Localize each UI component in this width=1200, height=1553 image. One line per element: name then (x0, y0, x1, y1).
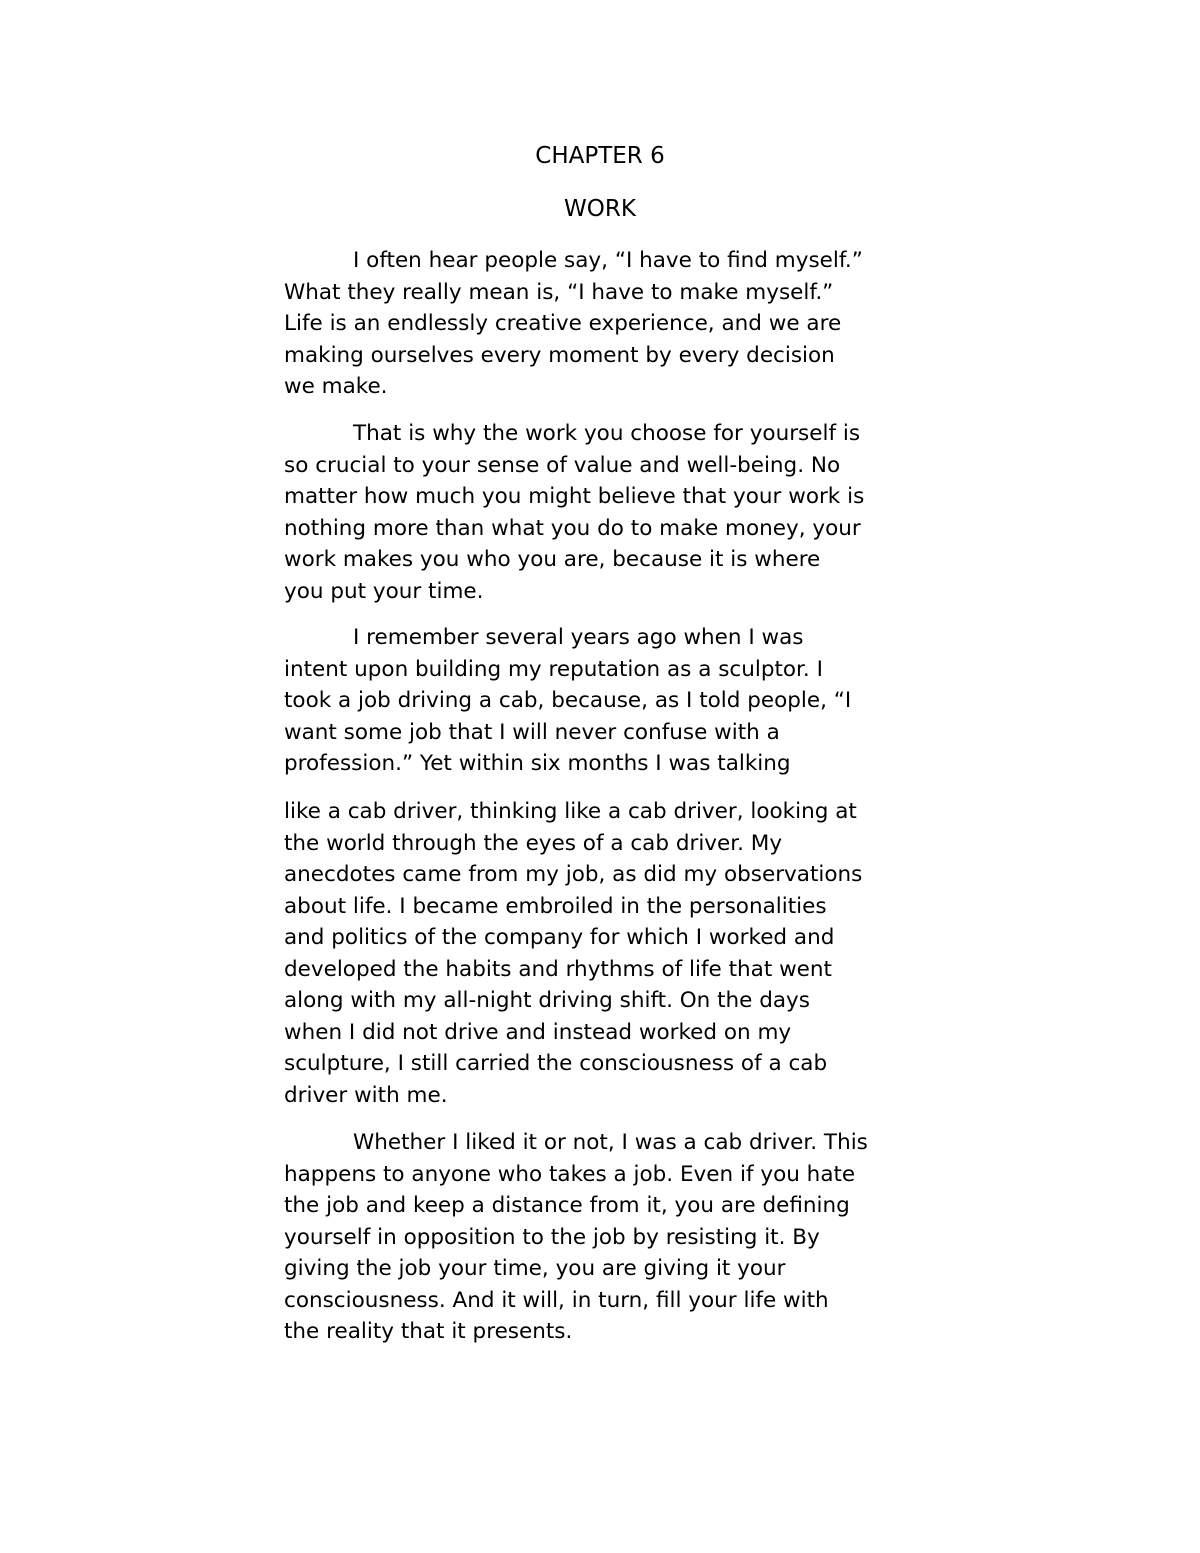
paragraph-2 (284, 418, 944, 607)
text-line: want some job that I will never confuse with a (284, 719, 780, 745)
text-line: the reality that it presents. (284, 1319, 573, 1344)
text-line: the world through the eyes of a cab driver. My (284, 830, 783, 856)
text-line: when I did not drive and instead worked on my (284, 1019, 792, 1045)
text-line: I remember several years ago when I was (353, 625, 804, 650)
paragraph-1 (284, 245, 944, 403)
text-line: consciousness. And it will, in turn, fill your life with (284, 1287, 829, 1313)
paragraph-3 (284, 622, 944, 780)
text-line: we make. (284, 374, 388, 399)
text-line: so crucial to your sense of value and well-being. No (284, 452, 841, 478)
text-line: nothing more than what you do to make money, your (284, 515, 861, 541)
chapter-number-heading: CHAPTER 6 (535, 143, 665, 169)
text-line: work makes you who you are, because it is where (284, 547, 821, 572)
text-line: I often hear people say, “I have to find myself.” (353, 248, 863, 273)
text-line: the job and keep a distance from it, you are defining (284, 1193, 850, 1218)
text-line: driver with me. (284, 1082, 448, 1108)
text-line: like a cab driver, thinking like a cab driver, looking at (284, 799, 857, 824)
text-line: anecdotes came from my job, as did my observations (284, 862, 863, 887)
text-line: you put your time. (284, 578, 484, 604)
text-line: What they really mean is, “I have to make myself.” (284, 279, 834, 305)
text-line: Whether I liked it or not, I was a cab driver. This (353, 1130, 868, 1155)
text-line: Life is an endlessly creative experience, and we are (284, 311, 842, 336)
text-line: took a job driving a cab, because, as I told people, “I (284, 688, 852, 713)
chapter-title-heading: WORK (564, 196, 636, 222)
paragraph-5 (284, 1127, 944, 1348)
text-line: yourself in opposition to the job by resisting it. By (284, 1224, 820, 1250)
text-line: sculpture, I still carried the consciousness of a cab (284, 1051, 828, 1076)
text-line: That is why the work you choose for yourself is (353, 421, 861, 446)
text-line: developed the habits and rhythms of life that went (284, 956, 832, 982)
paragraph-4 (284, 796, 944, 1111)
text-line: making ourselves every moment by every decision (284, 342, 835, 368)
text-line: giving the job your time, you are giving it your (284, 1256, 786, 1281)
text-line: intent upon building my reputation as a sculptor. I (284, 656, 823, 682)
text-line: about life. I became embroiled in the personalities (284, 893, 827, 919)
text-line: and politics of the company for which I worked and (284, 925, 835, 950)
text-line: profession.” Yet within six months I was talking (284, 751, 791, 776)
text-line: along with my all-night driving shift. On the days (284, 988, 810, 1013)
text-line: happens to anyone who takes a job. Even if you hate (284, 1161, 856, 1187)
text-line: matter how much you might believe that your work is (284, 484, 865, 509)
